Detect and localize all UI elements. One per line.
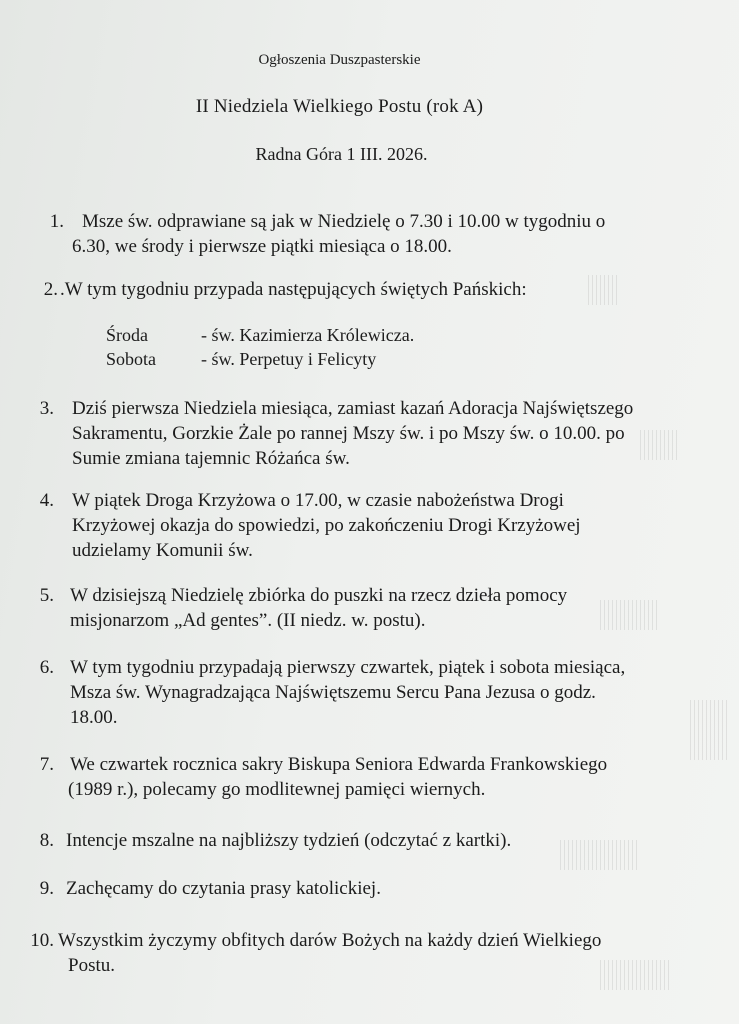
item-line: Intencje mszalne na najbliższy tydzień (odczytać z kartki). (66, 830, 512, 851)
item-line: Wszystkim życzymy obfitych darów Bożych na każdy dzień Wielkiego (58, 930, 602, 951)
item-number: 7. (39, 754, 54, 775)
copy-noise (560, 840, 640, 870)
item-line: Dziś pierwsza Niedziela miesiąca, zamiast kazań Adoracja Najświętszego (72, 398, 634, 419)
item-number: 3. (39, 398, 54, 419)
item-number: 2. (43, 279, 58, 300)
item-number: 1. (49, 211, 64, 232)
copy-noise (600, 600, 660, 630)
item-line: 6.30, we środy i pierwsze piątki miesiąca o 18.00. (72, 236, 452, 257)
copy-noise (640, 430, 680, 460)
item-line: .W tym tygodniu przypada następujących świętych Pańskich: (60, 279, 527, 300)
copy-noise (690, 700, 730, 760)
item-line: 18.00. (70, 707, 118, 728)
feast-name: - św. Perpetuy i Felicyty (201, 349, 377, 369)
item-line: misjonarzom „Ad gentes”. (II niedz. w. postu). (70, 610, 426, 631)
item-line: (1989 r.), polecamy go modlitewnej pamięci wiernych. (68, 779, 486, 800)
item-number: 10. (30, 930, 54, 951)
item-line: udzielamy Komunii św. (72, 540, 253, 561)
item-number: 8. (39, 830, 54, 851)
header-title: Ogłoszenia Duszpasterskie (258, 52, 421, 68)
item-line: Msza św. Wynagradzająca Najświętszemu Sercu Pana Jezusa o godz. (70, 682, 596, 703)
item-number: 5. (39, 585, 54, 606)
item-line: Zachęcamy do czytania prasy katolickiej. (66, 878, 381, 899)
feast-name: - św. Kazimierza Królewicza. (201, 325, 415, 345)
item-line: W piątek Droga Krzyżowa o 17.00, w czasie nabożeństwa Drogi (72, 490, 564, 511)
item-number: 4. (39, 490, 54, 511)
copy-noise (588, 275, 618, 305)
item-number: 9. (39, 878, 54, 899)
item-line: W dzisiejszą Niedzielę zbiórka do puszki na rzecz dzieła pomocy (70, 585, 568, 606)
item-number: 6. (39, 657, 54, 678)
item-line: Msze św. odprawiane są jak w Niedzielę o 7.30 i 10.00 w tygodniu o (82, 211, 606, 232)
item-line: W tym tygodniu przypadają pierwszy czwartek, piątek i sobota miesiąca, (70, 657, 626, 678)
item-line: Krzyżowej okazja do spowiedzi, po zakończeniu Drogi Krzyżowej (72, 515, 581, 536)
item-line: Sakramentu, Gorzkie Żale po rannej Mszy św. i po Mszy św. o 10.00. po (72, 423, 625, 444)
item-line: We czwartek rocznica sakry Biskupa Seniora Edwarda Frankowskiego (70, 754, 608, 775)
header-place-date: Radna Góra 1 III. 2026. (255, 144, 428, 164)
item-line: Sumie zmiana tajemnic Różańca św. (72, 448, 350, 469)
feast-day: Środa (106, 325, 148, 345)
header-sunday: II Niedziela Wielkiego Postu (rok A) (195, 96, 484, 117)
feast-day: Sobota (106, 349, 157, 369)
copy-noise (600, 960, 670, 990)
item-line: Postu. (68, 955, 115, 976)
